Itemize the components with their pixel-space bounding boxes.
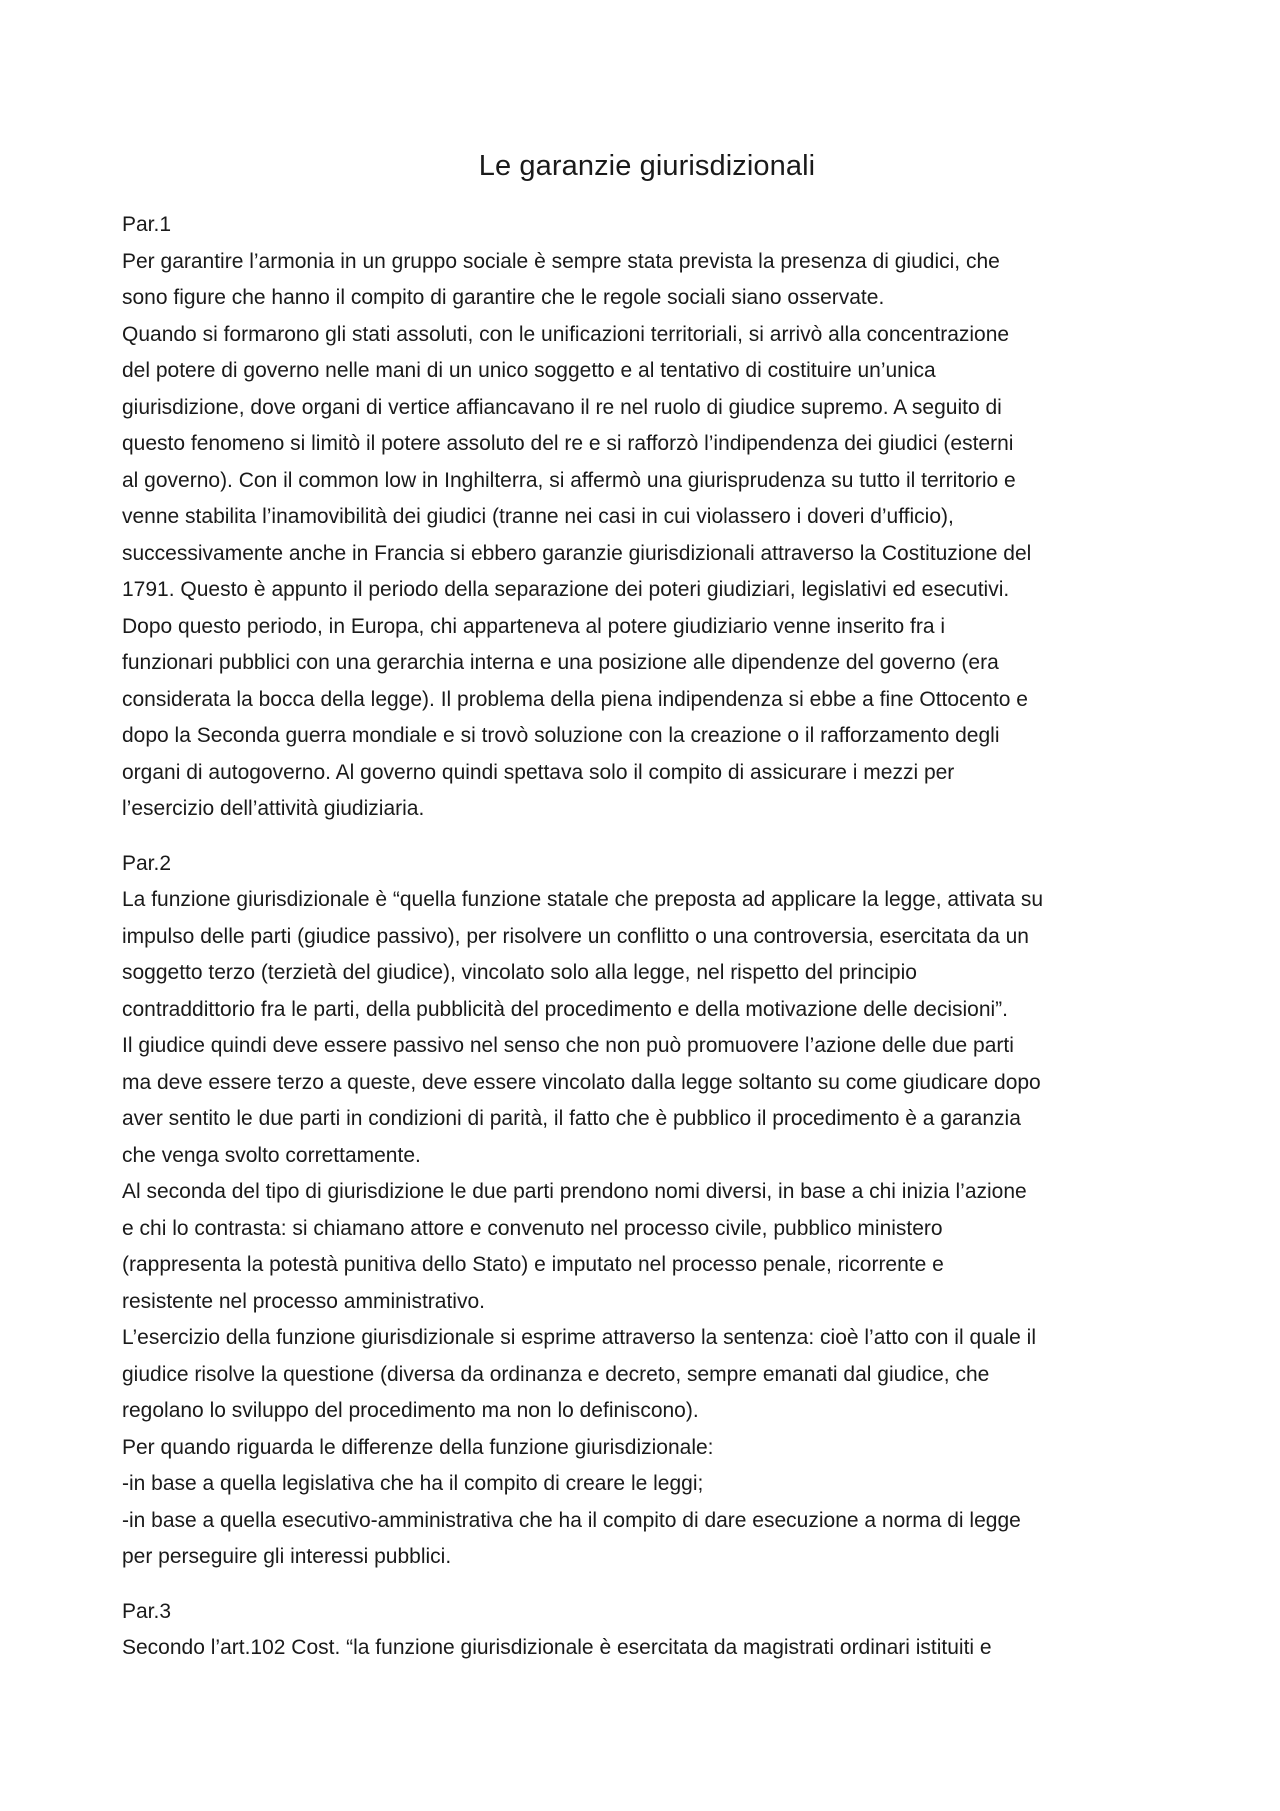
text-line: regolano lo sviluppo del procedimento ma non lo definiscono).: [122, 1399, 699, 1422]
text-line: Dopo questo periodo, in Europa, chi apparteneva al potere giudiziario venne inserito fra i: [122, 614, 946, 638]
text-line: ma deve essere terzo a queste, deve essere vincolato dalla legge soltanto su come giudicare dopo: [122, 1070, 1041, 1094]
text-line: (rappresenta la potestà punitiva dello Stato) e imputato nel processo penale, ricorrente e: [122, 1253, 944, 1276]
document-title: Le garanzie giurisdizionali: [478, 150, 816, 182]
text-line: considerata la bocca della legge). Il problema della piena indipendenza si ebbe a fine Ottocento e: [122, 687, 1028, 711]
section-par-1: [122, 207, 1172, 828]
document-body: [122, 207, 1172, 1667]
text-line: funzionari pubblici con una gerarchia interna e una posizione alle dipendenze del governo (era: [122, 651, 999, 674]
text-line: Il giudice quindi deve essere passivo nel senso che non può promuovere l’azione delle due parti: [122, 1034, 1014, 1057]
text-line: Per garantire l’armonia in un gruppo sociale è sempre stata prevista la presenza di giudici, che: [122, 249, 1000, 273]
text-line: giudice risolve la questione (diversa da ordinanza e decreto, sempre emanati dal giudice, che: [122, 1362, 990, 1386]
text-line: e chi lo contrasta: si chiamano attore e convenuto nel processo civile, pubblico ministero: [122, 1216, 943, 1240]
section-label: Par.2: [122, 851, 172, 875]
text-line: impulso delle parti (giudice passivo), per risolvere un conflitto o una controversia, esercitata da un: [122, 924, 1029, 948]
section-label: Par.1: [122, 213, 172, 236]
text-line: soggetto terzo (terzietà del giudice), vincolato solo alla legge, nel rispetto del principio: [122, 961, 917, 984]
text-line: l’esercizio dell’attività giudiziaria.: [122, 797, 425, 820]
text-line: -in base a quella esecutivo-amministrativa che ha il compito di dare esecuzione a norma di legge: [122, 1508, 1021, 1532]
text-line: La funzione giurisdizionale è “quella funzione statale che preposta ad applicare la legge, attivata su: [122, 888, 1044, 911]
text-line: al governo). Con il common low in Inghilterra, si affermò una giurisprudenza su tutto il territorio e: [122, 468, 1016, 492]
text-line: che venga svolto correttamente.: [122, 1143, 421, 1167]
text-line: successivamente anche in Francia si ebbero garanzie giurisdizionali attraverso la Costituzione del: [122, 541, 1032, 565]
text-line: dopo la Seconda guerra mondiale e si trovò soluzione con la creazione o il rafforzamento degli: [122, 724, 1000, 747]
text-line: Quando si formarono gli stati assoluti, con le unificazioni territoriali, si arrivò alla concentrazione: [122, 322, 1010, 346]
text-line: giurisdizione, dove organi di vertice affiancavano il re nel ruolo di giudice supremo. A seguito di: [122, 395, 1002, 419]
text-line: sono figure che hanno il compito di garantire che le regole sociali siano osservate.: [122, 286, 885, 309]
text-line: contraddittorio fra le parti, della pubblicità del procedimento e della motivazione delle decisioni”.: [122, 997, 1008, 1021]
section-par-2: [122, 846, 1172, 1576]
section-label: Par.3: [122, 1599, 172, 1623]
text-line: Al seconda del tipo di giurisdizione le due parti prendono nomi diversi, in base a chi inizia l’azione: [122, 1180, 1027, 1203]
text-line: aver sentito le due parti in condizioni di parità, il fatto che è pubblico il procedimento è a garanzia: [122, 1107, 1021, 1130]
text-line: venne stabilita l’inamovibilità dei giudici (tranne nei casi in cui violassero i doveri d’ufficio),: [122, 505, 954, 528]
text-line: organi di autogoverno. Al governo quindi spettava solo il compito di assicurare i mezzi per: [122, 760, 955, 784]
text-line: L’esercizio della funzione giurisdizionale si esprime attraverso la sentenza: cioè l’atto con il quale il: [122, 1326, 1036, 1349]
text-line: questo fenomeno si limitò il potere assoluto del re e si rafforzò l’indipendenza dei giudici (esterni: [122, 432, 1014, 455]
section-par-3: [122, 1594, 1172, 1667]
text-line: 1791. Questo è appunto il periodo della separazione dei poteri giudiziari, legislativi ed esecutivi.: [122, 578, 1010, 601]
text-line: resistente nel processo amministrativo.: [122, 1289, 485, 1313]
text-line: per perseguire gli interessi pubblici.: [122, 1545, 452, 1568]
text-line: -in base a quella legislativa che ha il compito di creare le leggi;: [122, 1472, 704, 1495]
text-line: Secondo l’art.102 Cost. “la funzione giurisdizionale è esercitata da magistrati ordinari istituiti e: [122, 1636, 992, 1659]
text-line: del potere di governo nelle mani di un unico soggetto e al tentativo di costituire un’unica: [122, 359, 936, 382]
text-line: Per quando riguarda le differenze della funzione giurisdizionale:: [122, 1435, 714, 1459]
document-page: [122, 150, 1172, 1685]
